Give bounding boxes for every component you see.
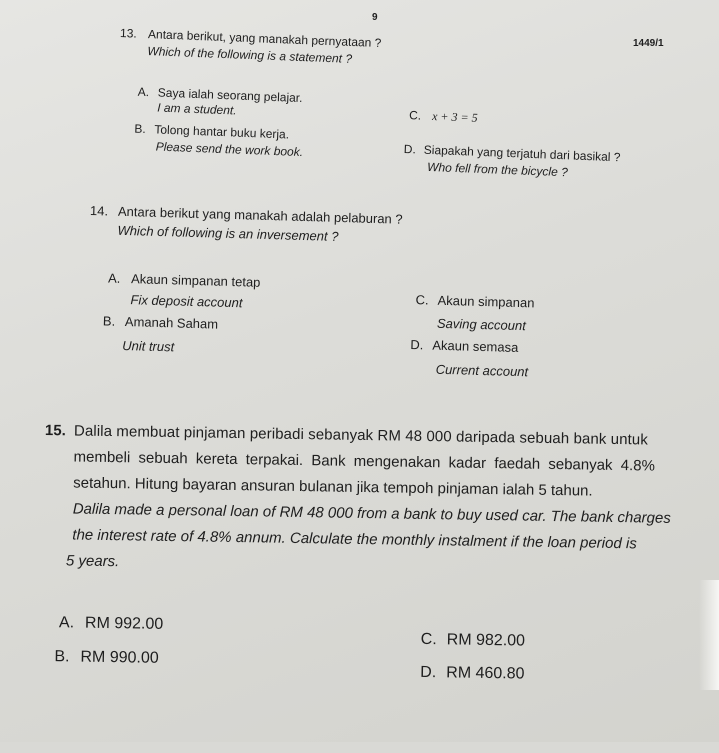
q15-line-en-2: the interest rate of 4.8% annum. Calculate the monthly instalment if the loan period is (72, 526, 637, 553)
q13-option-c-letter: C. (408, 108, 422, 123)
q15-option-c-text: RM 982.00 (446, 631, 526, 650)
q15-option-c-letter: C. (420, 630, 437, 649)
q15-line-ms-3: setahun. Hitung bayaran ansuran bulanan jika tempoh pinjaman ialah 5 tahun. (73, 474, 593, 500)
q14-option-b-ms: Amanah Saham (124, 314, 219, 332)
q15-option-b-text: RM 990.00 (80, 648, 159, 667)
paper-code: 1449/1 (633, 38, 664, 49)
q13-option-b-en: Please send the work book. (155, 139, 304, 160)
q15-line-en-3: 5 years. (65, 552, 120, 571)
q15-line-ms-2: membeli sebuah kereta terpakai. Bank mengenakan kadar faedah sebanyak 4.8% (73, 448, 656, 475)
q14-option-c-ms: Akaun simpanan (437, 292, 535, 311)
q15-line-en-1: Dalila made a personal loan of RM 48 000 from a bank to buy used car. The bank charges (72, 500, 671, 527)
q14-option-d-en: Current account (435, 361, 529, 380)
q14-option-d-ms: Akaun semasa (432, 337, 519, 356)
q14-option-c-letter: C. (415, 292, 429, 308)
q13-option-a-ms: Saya ialah seorang pelajar. (157, 85, 303, 106)
q13-option-d-ms: Siapakah yang terjatuh dari basikal ? (423, 142, 621, 165)
page-number: 9 (372, 12, 378, 23)
q13-option-b-letter: B. (134, 121, 147, 137)
q14-question-ms: Antara berikut yang manakah adalah pelaburan ? (117, 203, 403, 227)
q15-option-a-text: RM 992.00 (84, 614, 164, 633)
q15-option-b-letter: B. (54, 648, 70, 666)
q15-option-d-letter: D. (420, 663, 437, 682)
q15-option-a-letter: A. (58, 614, 75, 632)
q13-option-d-en: Who fell from the bicycle ? (426, 159, 569, 180)
q13-option-a-en: I am a student. (156, 100, 237, 118)
q14-number: 14. (89, 203, 109, 219)
q14-option-a-letter: A. (107, 270, 121, 286)
q14-option-d-letter: D. (410, 337, 424, 353)
q14-option-b-en: Unit trust (122, 337, 175, 355)
q15-number: 15. (44, 422, 66, 440)
q14-option-b-letter: B. (102, 313, 116, 329)
q13-option-d-letter: D. (403, 141, 417, 157)
q14-question-en: Which of following is an inversement ? (117, 222, 339, 244)
q13-option-c-equation: x + 3 = 5 (431, 109, 478, 125)
q15-line-ms-1: Dalila membuat pinjaman peribadi sebanyak RM 48 000 daripada sebuah bank untuk (73, 422, 649, 449)
q13-question-en: Which of the following is a statement ? (147, 44, 353, 66)
q13-number: 13. (119, 26, 138, 41)
q14-option-a-ms: Akaun simpanan tetap (130, 271, 261, 290)
q13-option-a-letter: A. (137, 84, 150, 100)
q13-question-ms: Antara berikut, yang manakah pernyataan ? (147, 27, 382, 51)
q14-option-a-en: Fix deposit account (130, 292, 243, 311)
q13-option-b-ms: Tolong hantar buku kerja. (154, 122, 290, 142)
q15-option-d-text: RM 460.80 (446, 664, 525, 683)
q14-option-c-en: Saving account (436, 315, 527, 334)
paper-fold-edge (699, 580, 719, 690)
